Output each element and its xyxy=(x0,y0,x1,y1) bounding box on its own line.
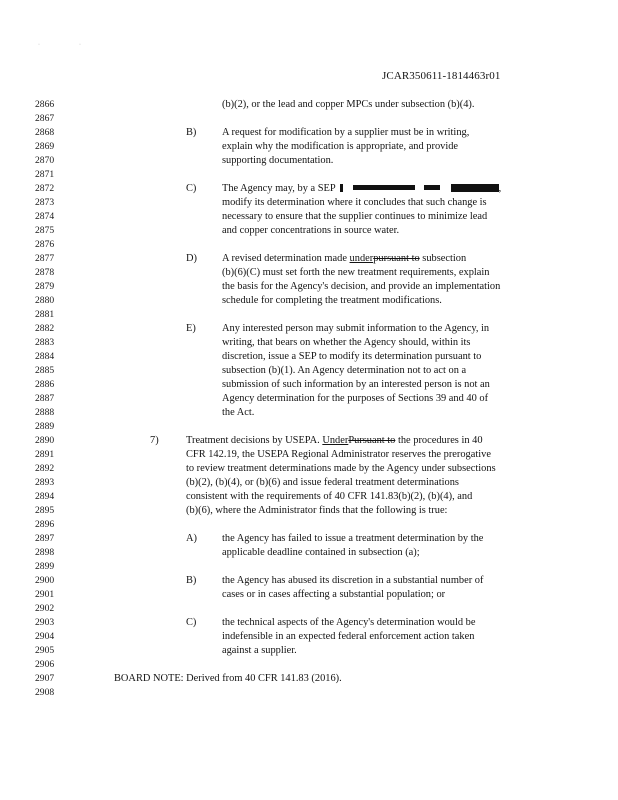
line-number: 2896 xyxy=(35,519,55,530)
deleted-text: Pursuant to xyxy=(348,435,396,446)
item-label: 7) xyxy=(150,435,159,446)
body-line: (b)(2), (b)(4), or (b)(6) and issue federal treatment determinations xyxy=(186,477,459,488)
inserted-text: Under xyxy=(322,435,349,446)
line-number: 2880 xyxy=(35,295,55,306)
line-number: 2881 xyxy=(35,309,55,320)
body-line: the Act. xyxy=(222,407,255,418)
line-number: 2899 xyxy=(35,561,55,572)
body-line: consistent with the requirements of 40 CFR 141.83(b)(2), (b)(4), and xyxy=(186,491,473,502)
body-line: cases or in cases affecting a substantial population; or xyxy=(222,589,446,600)
line-number: 2867 xyxy=(35,113,55,124)
line-number: 2877 xyxy=(35,253,55,264)
line-number: 2871 xyxy=(35,169,55,180)
line-number: 2893 xyxy=(35,477,55,488)
line-number: 2875 xyxy=(35,225,55,236)
body-line xyxy=(222,183,501,194)
line-number: 2885 xyxy=(35,365,55,376)
line-number: 2873 xyxy=(35,197,55,208)
body-line: the technical aspects of the Agency's determination would be xyxy=(222,617,476,628)
document-id: JCAR350611-1814463r01 xyxy=(382,70,501,82)
line-number: 2879 xyxy=(35,281,55,292)
line-number: 2870 xyxy=(35,155,55,166)
body-text: the procedures in 40 xyxy=(395,435,483,446)
line-number: 2882 xyxy=(35,323,55,334)
line-number: 2905 xyxy=(35,645,55,656)
line-number: 2894 xyxy=(35,491,55,502)
line-number: 2874 xyxy=(35,211,55,222)
redaction-mark xyxy=(451,184,499,192)
body-line: applicable deadline contained in subsection (a); xyxy=(222,547,420,558)
line-number: 2878 xyxy=(35,267,55,278)
body-line: subsection (b)(1). An Agency determination not to act on a xyxy=(222,365,467,376)
line-number: 2869 xyxy=(35,141,55,152)
body-line: the Agency has abused its discretion in a substantial number of xyxy=(222,575,484,586)
body-line: Any interested person may submit information to the Agency, in xyxy=(222,323,490,334)
body-line: to review treatment determinations made by the Agency under subsections xyxy=(186,463,496,474)
line-number: 2866 xyxy=(35,99,55,110)
body-line xyxy=(222,253,466,264)
body-line: submission of such information by an interested person is not an xyxy=(222,379,490,390)
body-line: schedule for completing the treatment modifications. xyxy=(222,295,442,306)
item-label: E) xyxy=(186,323,196,334)
line-number: 2886 xyxy=(35,379,55,390)
line-number: 2904 xyxy=(35,631,55,642)
body-line: modify its determination where it concludes that such change is xyxy=(222,197,487,208)
redaction-mark xyxy=(424,185,440,190)
item-label: D) xyxy=(186,253,197,264)
scan-speck: · xyxy=(79,42,81,48)
scan-speck: · xyxy=(38,42,40,48)
line-number: 2872 xyxy=(35,183,55,194)
line-number: 2907 xyxy=(35,673,55,684)
deleted-text: pursuant to xyxy=(373,253,420,264)
body-line: against a supplier. xyxy=(222,645,297,656)
line-number: 2876 xyxy=(35,239,55,250)
body-line: supporting documentation. xyxy=(222,155,334,166)
item-label: C) xyxy=(186,183,197,194)
line-number: 2901 xyxy=(35,589,55,600)
board-note: BOARD NOTE: Derived from 40 CFR 141.83 (2016). xyxy=(114,673,342,684)
body-line: discretion, issue a SEP to modify its determination pursuant to xyxy=(222,351,482,362)
body-line: the Agency has failed to issue a treatment determination by the xyxy=(222,533,484,544)
line-number: 2891 xyxy=(35,449,55,460)
body-text: subsection xyxy=(419,253,467,264)
item-label: B) xyxy=(186,127,197,138)
line-number: 2887 xyxy=(35,393,55,404)
redaction-mark xyxy=(340,184,343,192)
line-number: 2889 xyxy=(35,421,55,432)
body-line: indefensible in an expected federal enforcement action taken xyxy=(222,631,475,642)
line-number: 2900 xyxy=(35,575,55,586)
body-line: the basis for the Agency's decision, and provide an implementation xyxy=(222,281,501,292)
line-number: 2908 xyxy=(35,687,55,698)
body-text: The Agency may, by a SEP xyxy=(222,183,336,194)
line-number: 2868 xyxy=(35,127,55,138)
line-number: 2903 xyxy=(35,617,55,628)
body-line: and copper concentrations in source water. xyxy=(222,225,400,236)
body-line: A request for modification by a supplier must be in writing, xyxy=(222,127,470,138)
line-number: 2897 xyxy=(35,533,55,544)
line-number: 2884 xyxy=(35,351,55,362)
item-label: B) xyxy=(186,575,197,586)
body-line: (b)(6), where the Administrator finds that the following is true: xyxy=(186,505,448,516)
inserted-text: under xyxy=(349,253,374,264)
body-text: A revised determination made xyxy=(222,253,350,264)
redaction-mark xyxy=(353,185,415,190)
body-line: CFR 142.19, the USEPA Regional Administrator reserves the prerogative xyxy=(186,449,491,460)
item-label: C) xyxy=(186,617,197,628)
line-number: 2906 xyxy=(35,659,55,670)
line-number: 2895 xyxy=(35,505,55,516)
body-line: Agency determination for the purposes of Sections 39 and 40 of xyxy=(222,393,489,404)
item-label: A) xyxy=(186,533,197,544)
body-line: necessary to ensure that the supplier continues to minimize lead xyxy=(222,211,488,222)
line-number: 2898 xyxy=(35,547,55,558)
line-number: 2888 xyxy=(35,407,55,418)
line-number: 2902 xyxy=(35,603,55,614)
line-number: 2890 xyxy=(35,435,55,446)
line-number: 2892 xyxy=(35,463,55,474)
body-line xyxy=(186,435,483,446)
body-line: (b)(2), or the lead and copper MPCs under subsection (b)(4). xyxy=(222,99,475,110)
line-number: 2883 xyxy=(35,337,55,348)
body-text: Treatment decisions by USEPA. xyxy=(186,435,323,446)
body-text: , xyxy=(498,183,502,194)
body-line: explain why the modification is appropriate, and provide xyxy=(222,141,459,152)
body-line: (b)(6)(C) must set forth the new treatment requirements, explain xyxy=(222,267,490,278)
body-line: writing, that bears on whether the Agency should, within its xyxy=(222,337,471,348)
